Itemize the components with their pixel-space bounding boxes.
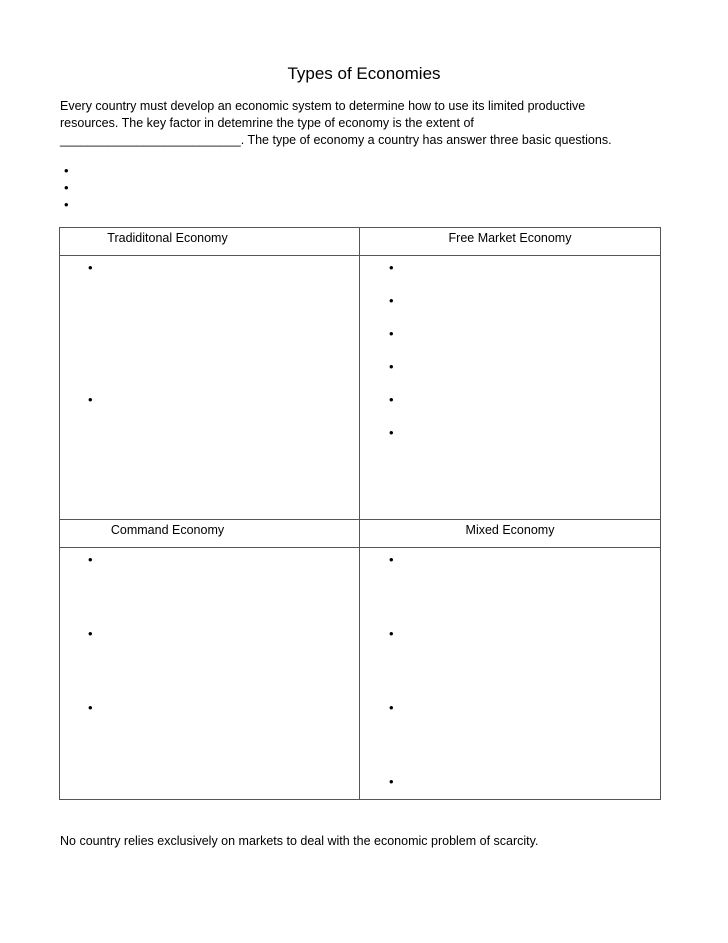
basic-questions-list bbox=[64, 162, 69, 213]
free-market-bullet-2: • bbox=[389, 293, 394, 308]
question-bullet-1: • bbox=[64, 163, 69, 178]
command-economy-header-label: Command Economy bbox=[110, 523, 225, 537]
economies-table bbox=[59, 227, 661, 800]
mixed-bullet-1: • bbox=[389, 552, 394, 567]
free-market-bullet-6: • bbox=[389, 425, 394, 440]
command-bullet-3: • bbox=[88, 700, 93, 715]
command-economy-cell bbox=[60, 548, 360, 800]
traditional-bullet-1: • bbox=[88, 260, 93, 275]
footer-note: No country relies exclusively on markets to deal with the economic problem of scarcity. bbox=[60, 834, 539, 848]
intro-line-2: resources. The key factor in detemrine the type of economy is the extent of bbox=[60, 116, 474, 130]
intro-paragraph bbox=[60, 98, 670, 149]
mixed-economy-header-label: Mixed Economy bbox=[465, 523, 555, 537]
page-title: Types of Economies bbox=[287, 64, 441, 83]
free-market-bullet-5: • bbox=[389, 392, 394, 407]
mixed-bullet-3: • bbox=[389, 700, 394, 715]
command-bullet-1: • bbox=[88, 552, 93, 567]
traditional-economy-cell bbox=[60, 256, 360, 520]
mixed-bullet-4: • bbox=[389, 774, 394, 789]
question-bullet-3: • bbox=[64, 197, 69, 212]
mixed-economy-cell bbox=[360, 548, 661, 800]
command-economy-header bbox=[60, 520, 360, 548]
free-market-bullet-1: • bbox=[389, 260, 394, 275]
traditional-bullet-2: • bbox=[88, 392, 93, 407]
intro-line-3: __________________________. The type of economy a country has answer three basic questions. bbox=[60, 133, 612, 147]
free-market-economy-header-label: Free Market Economy bbox=[448, 231, 572, 245]
question-bullet-2: • bbox=[64, 180, 69, 195]
free-market-bullet-3: • bbox=[389, 326, 394, 341]
mixed-economy-header bbox=[360, 520, 661, 548]
command-bullet-2: • bbox=[88, 626, 93, 641]
traditional-economy-header bbox=[60, 228, 360, 256]
free-market-bullet-4: • bbox=[389, 359, 394, 374]
traditional-economy-header-label: Tradiditonal Economy bbox=[107, 231, 228, 245]
mixed-bullet-2: • bbox=[389, 626, 394, 641]
intro-line-1: Every country must develop an economic system to determine how to use its limited productive bbox=[60, 99, 586, 113]
free-market-economy-header bbox=[360, 228, 661, 256]
free-market-economy-cell bbox=[360, 256, 661, 520]
